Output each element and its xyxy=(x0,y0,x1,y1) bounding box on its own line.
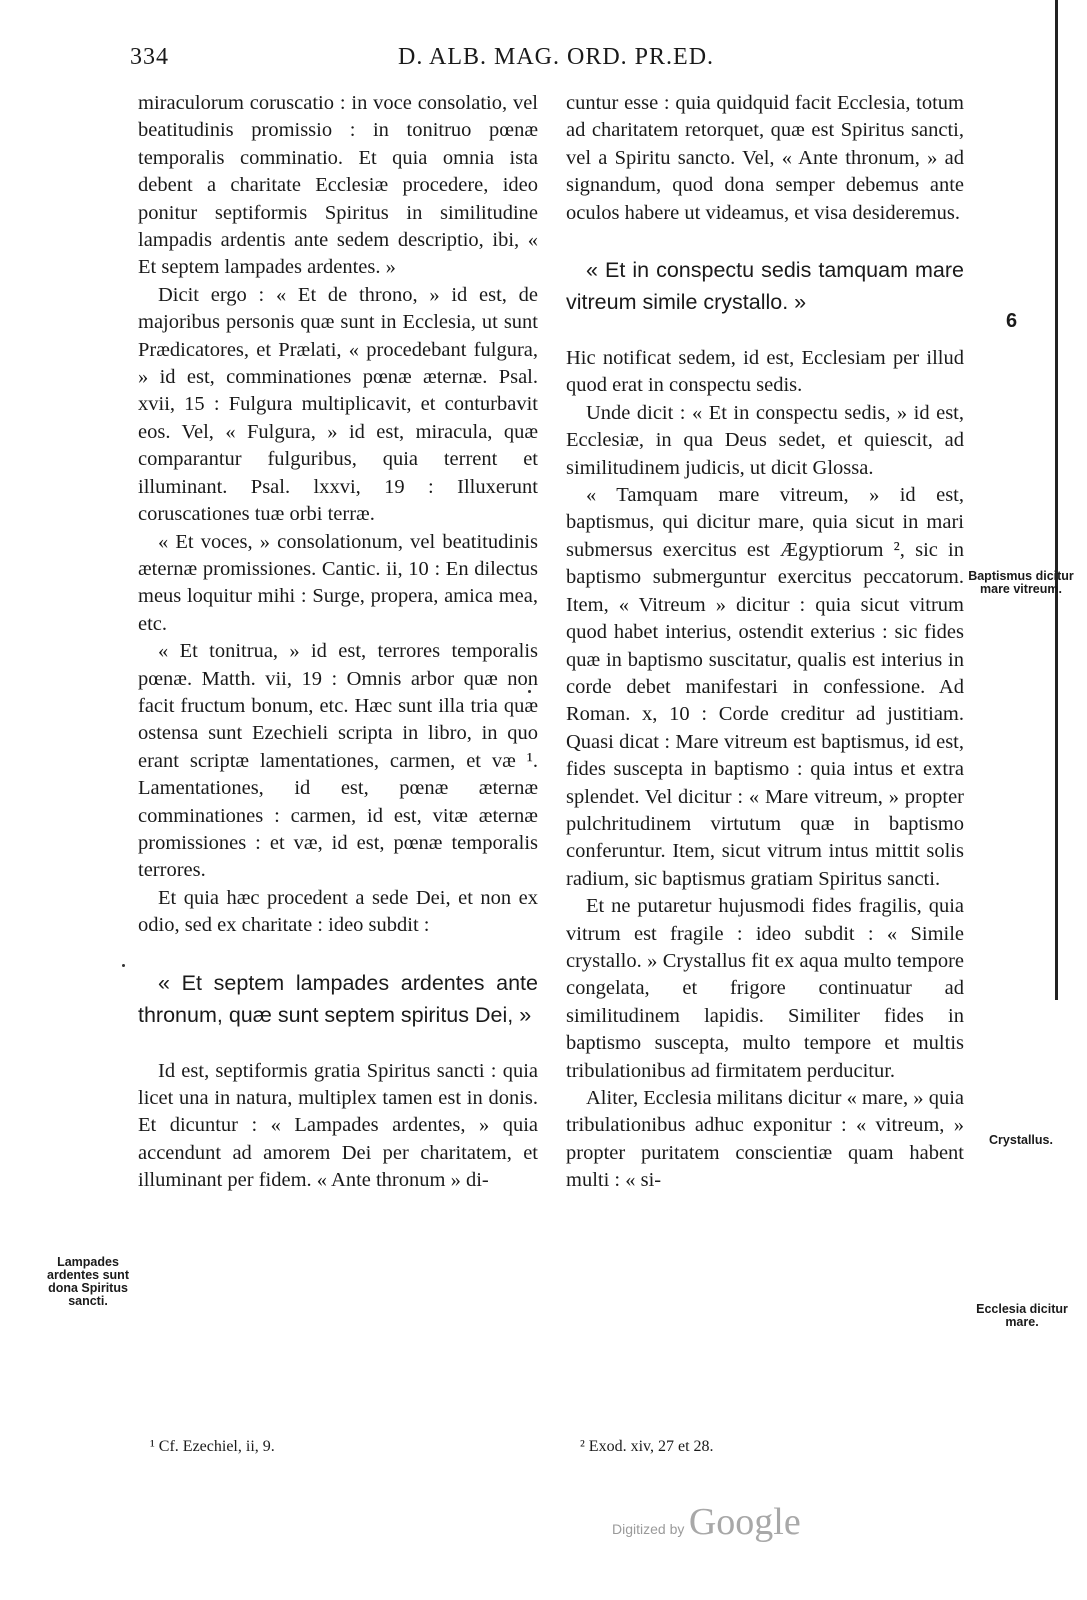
scripture-lemma: « Et septem lampades ardentes ante thronum, quæ sunt septem spiritus Dei, » xyxy=(138,970,538,1027)
paragraph: « Et tonitrua, » id est, terrores temporalis pœnæ. Matth. vii, 19 : Omnis arbor quæ non facit fructum bonum, etc. Hæc sunt illa tria quæ ostensa sunt Ezechieli scripta in libro, in quo erant scriptæ lamentationes, carmen, et væ ¹. Lamentationes, id est, pœnæ æternæ comminationes : carmen, id est, vitæ æternæ promissiones : et væ, id est, pœnæ temporalis terrores. xyxy=(138,640,538,882)
paragraph: Et quia hæc procedent a sede Dei, et non ex odio, sed ex charitate : ideo subdit : xyxy=(138,886,538,937)
google-logo: Google xyxy=(688,1501,801,1543)
paragraph: Dicit ergo : « Et de throno, » id est, de majoribus personis quæ sunt in Ecclesia, ut sunt Prædicatores, et Prælati, « procedebant fulgura, » id est, comminationes pœnæ æternæ. Psal. xvii, 15 : Fulgura multiplicavit, et conturbavit eos. Vel, « Fulgura, » id est, miracula, quæ comparantur fulguribus, quia terrent et illuminant. Psal. lxxvi, 19 : Illuxerunt coruscationes tuæ orbi terræ. xyxy=(138,283,538,526)
paragraph: Hic notificat sedem, id est, Ecclesiam per illud quod erat in conspectu sedis. xyxy=(566,347,964,397)
margin-note: Crystallus. xyxy=(989,1133,1053,1147)
margin-note: Ecclesia dicitur mare. xyxy=(976,1302,1068,1329)
spacer xyxy=(566,318,964,345)
spacer xyxy=(138,1031,538,1058)
stray-mark xyxy=(528,690,531,693)
margin-note: Baptismus dicitur mare vitreum. xyxy=(968,569,1074,596)
left-column xyxy=(138,90,538,1195)
spacer xyxy=(138,940,538,967)
section-marker: 6 xyxy=(1006,310,1018,332)
paragraph: miraculorum coruscatio : in voce consolatio, vel beatitudinis promissio : in tonitruo pœnæ temporalis comminatio. Et quia omnia ista debent a charitate Ecclesiæ procedere, ideo ponitur septiformis Spiritus in similitudine lampadis ardentis ante sedem descriptio, ibi, « Et septem lampades ardentes. » xyxy=(138,92,538,279)
footnote: ¹ Cf. Ezechiel, ii, 9. xyxy=(150,1438,275,1455)
paragraph: Et ne putaretur hujusmodi fides fragilis, quia vitrum est fragile : ideo subdit : « Simile crystallo. » Crystallus fit ex aqua multo tempore congelata, et frigore continuatur ad similitudinem lapidis. Similiter fides in baptismo suscepta, multo tempore et multis tribulationibus ad firmitatem perducitur. xyxy=(566,895,964,1082)
paragraph: cuntur esse : quia quidquid facit Ecclesia, totum ad charitatem retorquet, quæ est Spiritus sancti, vel a Spiritu sancto. Vel, « Ante thronum, » ad signandum, quod dona semper debemus ante oculos habere ut videamus, et visa desideremus. xyxy=(566,92,964,224)
vertical-rule xyxy=(1055,0,1058,1000)
paragraph: Aliter, Ecclesia militans dicitur « mare, » quia tribulationibus adhuc exponitur : « vitreum, » propter puritatem conscientiæ quam habent multi : « si- xyxy=(566,1087,964,1192)
footnote: ² Exod. xiv, 27 et 28. xyxy=(580,1438,714,1455)
digitization-watermark xyxy=(612,1500,801,1544)
page-number: 334 xyxy=(130,44,169,70)
paragraph: Id est, septiformis gratia Spiritus sancti : quia licet una in natura, multiplex tamen est in donis. Et dicuntur : « Lampades ardentes, » quia accendunt ad amorem Dei per charitatem, et illuminant per fidem. « Ante thronum » di- xyxy=(138,1059,538,1192)
running-head: D. ALB. MAG. ORD. PR.ED. xyxy=(398,44,715,70)
watermark-prefix: Digitized by xyxy=(612,1521,685,1537)
margin-note: Lampades ardentes sunt dona Spiritus sancti. xyxy=(47,1255,129,1308)
scripture-lemma: « Et in conspectu sedis tamquam mare vitreum simile crystallo. » xyxy=(566,258,964,315)
paragraph: « Tamquam mare vitreum, » id est, baptismus, qui dicitur mare, quia sicut in mari submersus exercitus est Ægyptiorum ², sic in baptismo submerguntur exercitus peccatorum. Item, « Vitreum » dicitur : quia sicut vitrum quod habet interius, ostendit exterius : sic fides quæ in baptismo suscitatur, qualis est interius in corde debet manifestari in confessione. Ad Roman. x, 10 : Corde creditur ad justitiam. Quasi dicat : Mare vitreum est baptismus, id est, fides suscepta in baptismo : quia intus et extra splendet. Vel dicitur : « Mare vitreum, » propter pulchritudinem virtutum quæ in baptismo conferuntur. Item, sicut vitrum intus mittit solis radium, sic baptismus gratiam Spiritus sancti. xyxy=(566,484,964,890)
paragraph: Unde dicit : « Et in conspectu sedis, » id est, Ecclesiæ, in qua Deus sedet, et quiescit, ad similitudinem judicis, ut dicit Glossa. xyxy=(566,401,964,479)
paragraph: « Et voces, » consolationum, vel beatitudinis æternæ promissiones. Cantic. ii, 10 : En dilectus meus loquitur mihi : Surge, propera, amica mea, etc. xyxy=(138,530,538,635)
stray-mark xyxy=(122,964,125,967)
spacer xyxy=(566,227,964,254)
right-column xyxy=(566,90,964,1195)
